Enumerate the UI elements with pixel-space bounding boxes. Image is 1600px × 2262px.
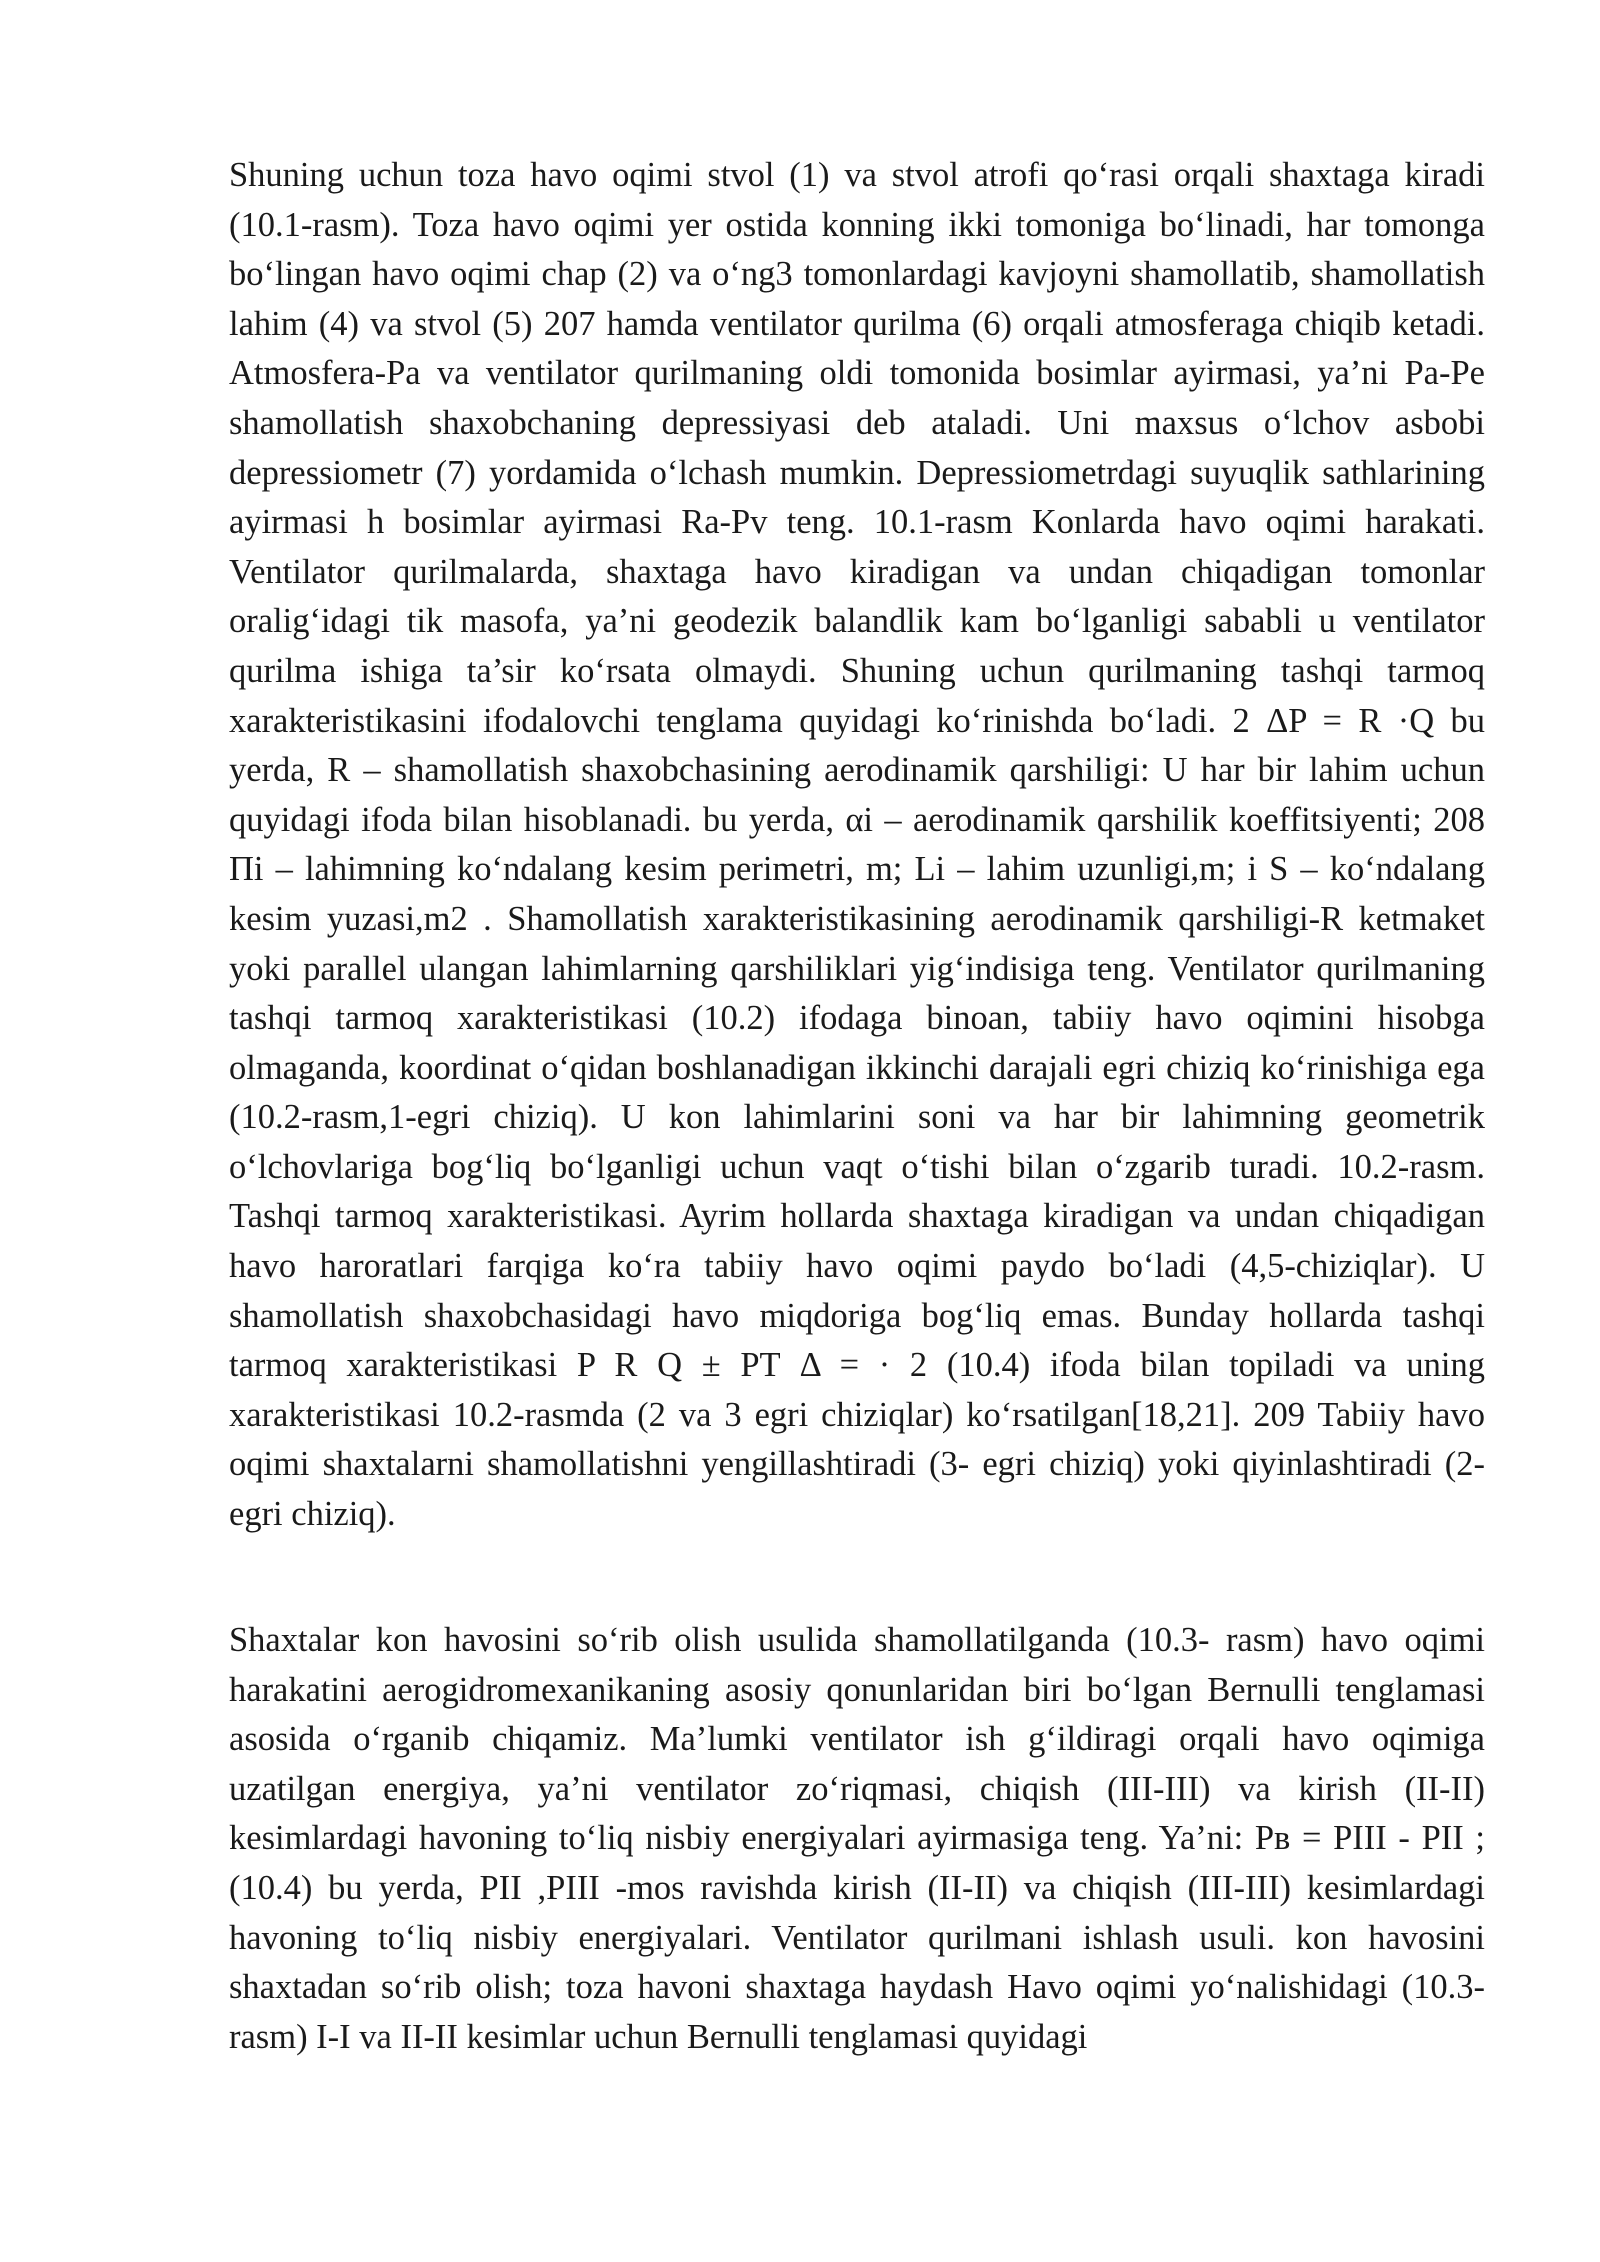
body-paragraph-2: Shaxtalar kon havosini so‘rib olish usulida shamollatilganda (10.3- rasm) havo oqimi harakatini aerogidromexanikaning asosiy qonunlaridan biri bo‘lgan Bernulli tenglamasi asosida o‘rganib chiqamiz. Ma’lumki ventilator ish g‘ildiragi orqali havo oqimiga uzatilgan energiya, ya’ni ventilator zo‘riqmasi, chiqish (III-III) va kirish (II-II) kesimlardagi havoning to‘liq nisbiy energiyalari ayirmasiga teng. Ya’ni: Pв = PIII - PII ; (10.4) bu yerda, PII ,PIII -mos ravishda kirish (II-II) va chiqish (III-III) kesimlardagi havoning to‘liq nisbiy energiyalari. Ventilator qurilmani ishlash usuli. kon havosini shaxtadan so‘rib olish; toza havoni shaxtaga haydash Havo oqimi yo‘nalishidagi (10.3-rasm) I-I va II-II kesimlar uchun Bernulli tenglamasi quyidagi	[229, 1621, 1485, 2056]
body-paragraph-1: Shuning uchun toza havo oqimi stvol (1) va stvol atrofi qo‘rasi orqali shaxtaga kiradi (10.1-rasm). Toza havo oqimi yer ostida konning ikki tomoniga bo‘linadi, har tomonga bo‘lingan havo oqimi chap (2) va o‘ng3 tomonlardagi kavjoyni shamollatib, shamollatish lahim (4) va stvol (5) 207 hamda ventilator qurilma (6) orqali atmosferaga chiqib ketadi. Atmosfera-Pa va ventilator qurilmaning oldi tomonida bosimlar ayirmasi, ya’ni Pa-Pe shamollatish shaxobchaning depressiyasi deb ataladi. Uni maxsus o‘lchov asbobi depressiometr (7) yordamida o‘lchash mumkin. Depressiometrdagi suyuqlik sathlarining ayirmasi h bosimlar ayirmasi Ra-Pv teng. 10.1-rasm Konlarda havo oqimi harakati. Ventilator qurilmalarda, shaxtaga havo kiradigan va undan chiqadigan tomonlar oralig‘idagi tik masofa, ya’ni geodezik balandlik kam bo‘lganligi sababli u ventilator qurilma ishiga ta’sir ko‘rsata olmaydi. Shuning uchun qurilmaning tashqi tarmoq xarakteristikasini ifodalovchi tenglama quyidagi ko‘rinishda bo‘ladi. 2 ΔP = R ·Q bu yerda, R – shamollatish shaxobchasining aerodinamik qarshiligi: U har bir lahim uchun quyidagi ifoda bilan hisoblanadi. bu yerda, αi – aerodinamik qarshilik koeffitsiyenti; 208 Πi – lahimning ko‘ndalang kesim perimetri, m; Li – lahim uzunligi,m; i S – ko‘ndalang kesim yuzasi,m2 . Shamollatish xarakteristikasining aerodinamik qarshiligi-R ketmaket yoki parallel ulangan lahimlarning qarshiliklari yig‘indisiga teng. Ventilator qurilmaning tashqi tarmoq xarakteristikasi (10.2) ifodaga binoan, tabiiy havo oqimini hisobga olmaganda, koordinat o‘qidan boshlanadigan ikkinchi darajali egri chiziq ko‘rinishiga ega (10.2-rasm,1-egri chiziq). U kon lahimlarini soni va har bir lahimning geometrik o‘lchovlariga bog‘liq bo‘lganligi uchun vaqt o‘tishi bilan o‘zgarib turadi. 10.2-rasm. Tashqi tarmoq xarakteristikasi. Ayrim hollarda shaxtaga kiradigan va undan chiqadigan havo haroratlari farqiga ko‘ra tabiiy havo oqimi paydo bo‘ladi (4,5-chiziqlar). U shamollatish shaxobchasidagi havo miqdoriga bog‘liq emas. Bunday hollarda tashqi tarmoq xarakteristikasi P R Q ± PT Δ = · 2 (10.4) ifoda bilan topiladi va uning xarakteristikasi 10.2-rasmda (2 va 3 egri chiziqlar) ko‘rsatilgan[18,21]. 209 Tabiiy havo oqimi shaxtalarni shamollatishni yengillashtiradi (3- egri chiziq) yoki qiyinlashtiradi (2-egri chiziq).	[229, 156, 1485, 1534]
